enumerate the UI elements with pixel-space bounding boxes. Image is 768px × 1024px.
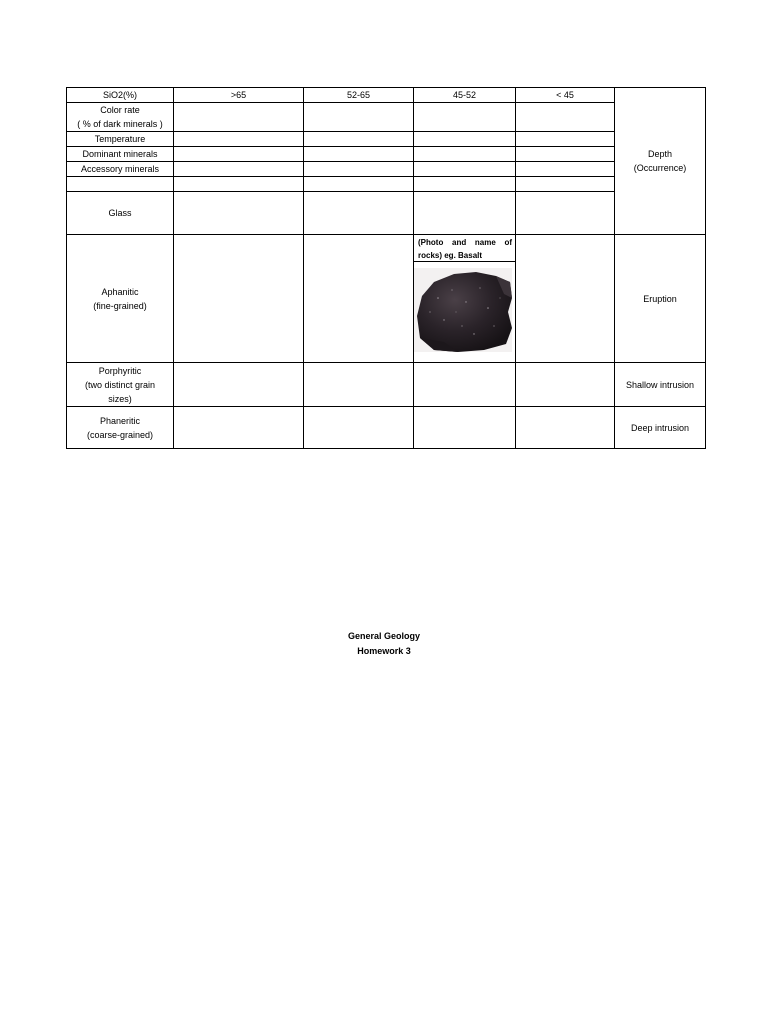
empty-cell[interactable] xyxy=(304,192,414,235)
sio2-range-above-65: >65 xyxy=(174,88,304,103)
igneous-rock-classification-table xyxy=(66,87,706,449)
color-rate-row xyxy=(67,103,706,132)
empty-cell[interactable] xyxy=(414,177,516,192)
empty-cell[interactable] xyxy=(67,177,174,192)
dominant-minerals-label: Dominant minerals xyxy=(67,147,174,162)
empty-cell[interactable] xyxy=(174,177,304,192)
empty-cell[interactable] xyxy=(414,132,516,147)
empty-cell[interactable] xyxy=(516,103,615,132)
porphyritic-row xyxy=(67,363,706,407)
empty-cell[interactable] xyxy=(174,162,304,177)
empty-cell[interactable] xyxy=(174,363,304,407)
sio2-range-45-52: 45-52 xyxy=(414,88,516,103)
empty-cell[interactable] xyxy=(414,147,516,162)
aphanitic-label: Aphanitic (fine-grained) xyxy=(67,235,174,363)
temperature-label: Temperature xyxy=(67,132,174,147)
deep-intrusion-label: Deep intrusion xyxy=(615,407,706,449)
accessory-minerals-row xyxy=(67,162,706,177)
empty-cell[interactable] xyxy=(516,147,615,162)
sio2-range-52-65: 52-65 xyxy=(304,88,414,103)
empty-cell[interactable] xyxy=(174,147,304,162)
empty-cell[interactable] xyxy=(414,103,516,132)
empty-cell[interactable] xyxy=(304,162,414,177)
sio2-header: SiO2(%) xyxy=(67,88,174,103)
empty-cell[interactable] xyxy=(174,192,304,235)
temperature-row xyxy=(67,132,706,147)
blank-row xyxy=(67,177,706,192)
glass-label: Glass xyxy=(67,192,174,235)
assignment-title: Homework 3 xyxy=(357,646,411,656)
empty-cell[interactable] xyxy=(516,363,615,407)
empty-cell[interactable] xyxy=(304,103,414,132)
empty-cell[interactable] xyxy=(516,407,615,449)
glass-row xyxy=(67,192,706,235)
shallow-intrusion-label: Shallow intrusion xyxy=(615,363,706,407)
phaneritic-label: Phaneritic (coarse-grained) xyxy=(67,407,174,449)
header-row xyxy=(67,88,706,103)
empty-cell[interactable] xyxy=(414,407,516,449)
empty-cell[interactable] xyxy=(174,407,304,449)
empty-cell[interactable] xyxy=(516,235,615,363)
empty-cell[interactable] xyxy=(304,177,414,192)
empty-cell[interactable] xyxy=(516,132,615,147)
color-rate-label: Color rate ( % of dark minerals ) xyxy=(67,103,174,132)
empty-cell[interactable] xyxy=(304,235,414,363)
depth-header: Depth (Occurrence) xyxy=(615,88,706,235)
empty-cell[interactable] xyxy=(516,162,615,177)
empty-cell[interactable] xyxy=(174,235,304,363)
empty-cell[interactable] xyxy=(516,177,615,192)
accessory-minerals-label: Accessory minerals xyxy=(67,162,174,177)
empty-cell[interactable] xyxy=(414,363,516,407)
empty-cell[interactable] xyxy=(304,147,414,162)
empty-cell[interactable] xyxy=(414,192,516,235)
porphyritic-label: Porphyritic (two distinct grain sizes) xyxy=(67,363,174,407)
sio2-range-below-45: < 45 xyxy=(516,88,615,103)
eruption-label: Eruption xyxy=(615,235,706,363)
empty-cell[interactable] xyxy=(304,363,414,407)
basalt-example-cell xyxy=(414,235,516,363)
empty-cell[interactable] xyxy=(516,192,615,235)
empty-cell[interactable] xyxy=(174,103,304,132)
empty-cell[interactable] xyxy=(414,162,516,177)
course-title: General Geology xyxy=(347,631,421,641)
basalt-rock-photo xyxy=(414,268,512,352)
photo-caption: (Photo and name of rocks) eg. Basalt xyxy=(414,235,515,262)
empty-cell[interactable] xyxy=(174,132,304,147)
empty-cell[interactable] xyxy=(304,132,414,147)
phaneritic-row xyxy=(67,407,706,449)
dominant-minerals-row xyxy=(67,147,706,162)
aphanitic-row xyxy=(67,235,706,363)
empty-cell[interactable] xyxy=(304,407,414,449)
